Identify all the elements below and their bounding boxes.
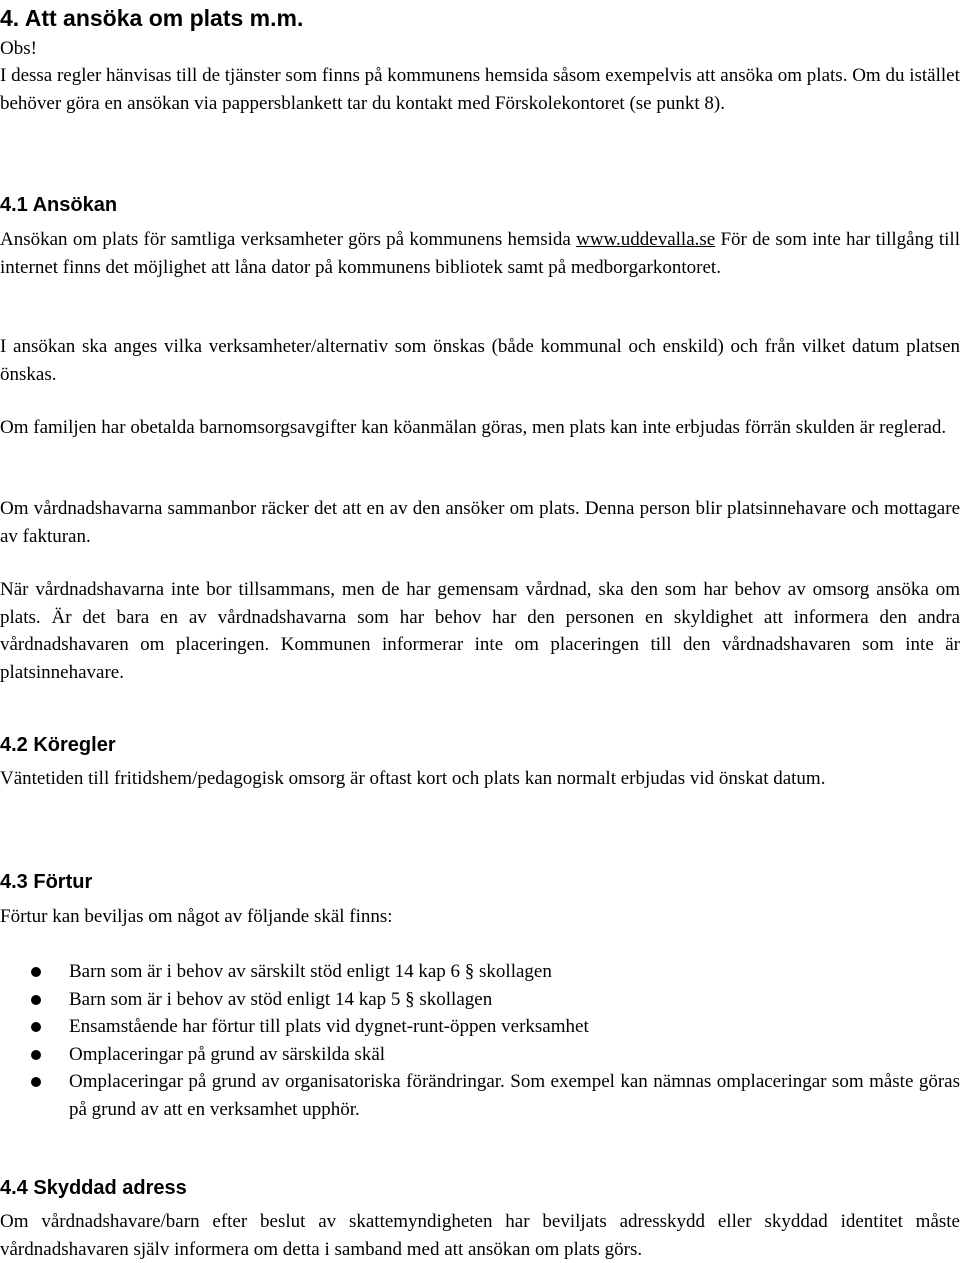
list-item-text: Barn som är i behov av stöd enligt 14 kap 5 § skollagen (69, 988, 493, 1010)
uddevalla-website-link[interactable]: www.uddevalla.se (576, 229, 716, 250)
list-item (0, 958, 960, 986)
list-item-text: Omplaceringar på grund av särskilda skäl (69, 1043, 386, 1065)
ansokan-paragraph-1-end: För de som inte har tillgång till internet finns det möjlighet att låna dator på kommunens bibliotek samt på medborgarkontoret. (0, 229, 960, 278)
obs-paragraph: I dessa regler hänvisas till de tjänster som finns på kommunens hemsida såsom exempelvis att ansöka om plats. Om du istället behöver göra en ansökan via pappersblankett tar du kontakt med Förskolekontoret (se punkt 8). (0, 65, 960, 114)
ansokan-paragraph-3: Om familjen har obetalda barnomsorgsavgifter kan köanmälan göras, men plats kan inte erbjudas förrän skulden är reglerad. (0, 417, 947, 438)
skyddad-adress-paragraph: Om vårdnadshavare/barn efter beslut av skattemyndigheten har beviljats adresskydd eller skyddad identitet måste vårdnadshavaren själv informera om detta i samband med att ansökan om plats görs. (0, 1211, 960, 1260)
fortur-list (0, 958, 960, 1123)
section-heading-koregler: 4.2 Köregler (0, 734, 116, 756)
bullet-icon (31, 995, 41, 1005)
section-heading-fortur: 4.3 Förtur (0, 871, 93, 893)
ansokan-paragraph-2: I ansökan ska anges vilka verksamheter/alternativ som önskas (både kommunal och enskild) och från vilket datum platsen önskas. (0, 336, 960, 385)
list-item (0, 986, 960, 1014)
fortur-intro: Förtur kan beviljas om något av följande skäl finns: (0, 906, 393, 927)
list-item (0, 1041, 960, 1069)
ansokan-paragraph-4: Om vårdnadshavarna sammanbor räcker det att en av den ansöker om plats. Denna person blir platsinnehavare och mottagare av fakturan. (0, 498, 960, 547)
koregler-paragraph: Väntetiden till fritidshem/pedagogisk omsorg är oftast kort och plats kan normalt erbjudas vid önskat datum. (0, 768, 826, 789)
ansokan-paragraph-1-start: Ansökan om plats för samtliga verksamheter görs på kommunens hemsida (0, 229, 577, 250)
section-heading-ansokan: 4.1 Ansökan (0, 194, 118, 216)
obs-label: Obs! (0, 38, 37, 59)
bullet-icon (31, 967, 41, 977)
bullet-icon (31, 1050, 41, 1060)
list-item (0, 1013, 960, 1041)
page-title: 4. Att ansöka om plats m.m. (0, 5, 304, 31)
ansokan-paragraph-5: När vårdnadshavarna inte bor tillsammans, men de har gemensam vårdnad, ska den som har behov av omsorg ansöka om plats. Är det bara en av vårdnadshavarna som har behov har den personen en skyldighet att informera den andra vårdnadshavaren om placeringen. Kommunen informerar inte om placeringen till den vårdnadshavaren som inte är platsinnehavare. (0, 579, 960, 683)
section-heading-skyddad-adress: 4.4 Skyddad adress (0, 1177, 187, 1199)
bullet-icon (31, 1077, 41, 1087)
list-item-text: Barn som är i behov av särskilt stöd enligt 14 kap 6 § skollagen (69, 961, 552, 982)
list-item-text: Omplaceringar på grund av organisatoriska förändringar. Som exempel kan nämnas omplaceringar som måste göras på grund av att en verksamhet upphör. (69, 1071, 960, 1120)
bullet-icon (31, 1022, 41, 1032)
list-item (0, 1068, 960, 1123)
ansokan-paragraph-1 (0, 226, 960, 281)
list-item-text: Ensamstående har förtur till plats vid dygnet-runt-öppen verksamhet (69, 1016, 589, 1037)
